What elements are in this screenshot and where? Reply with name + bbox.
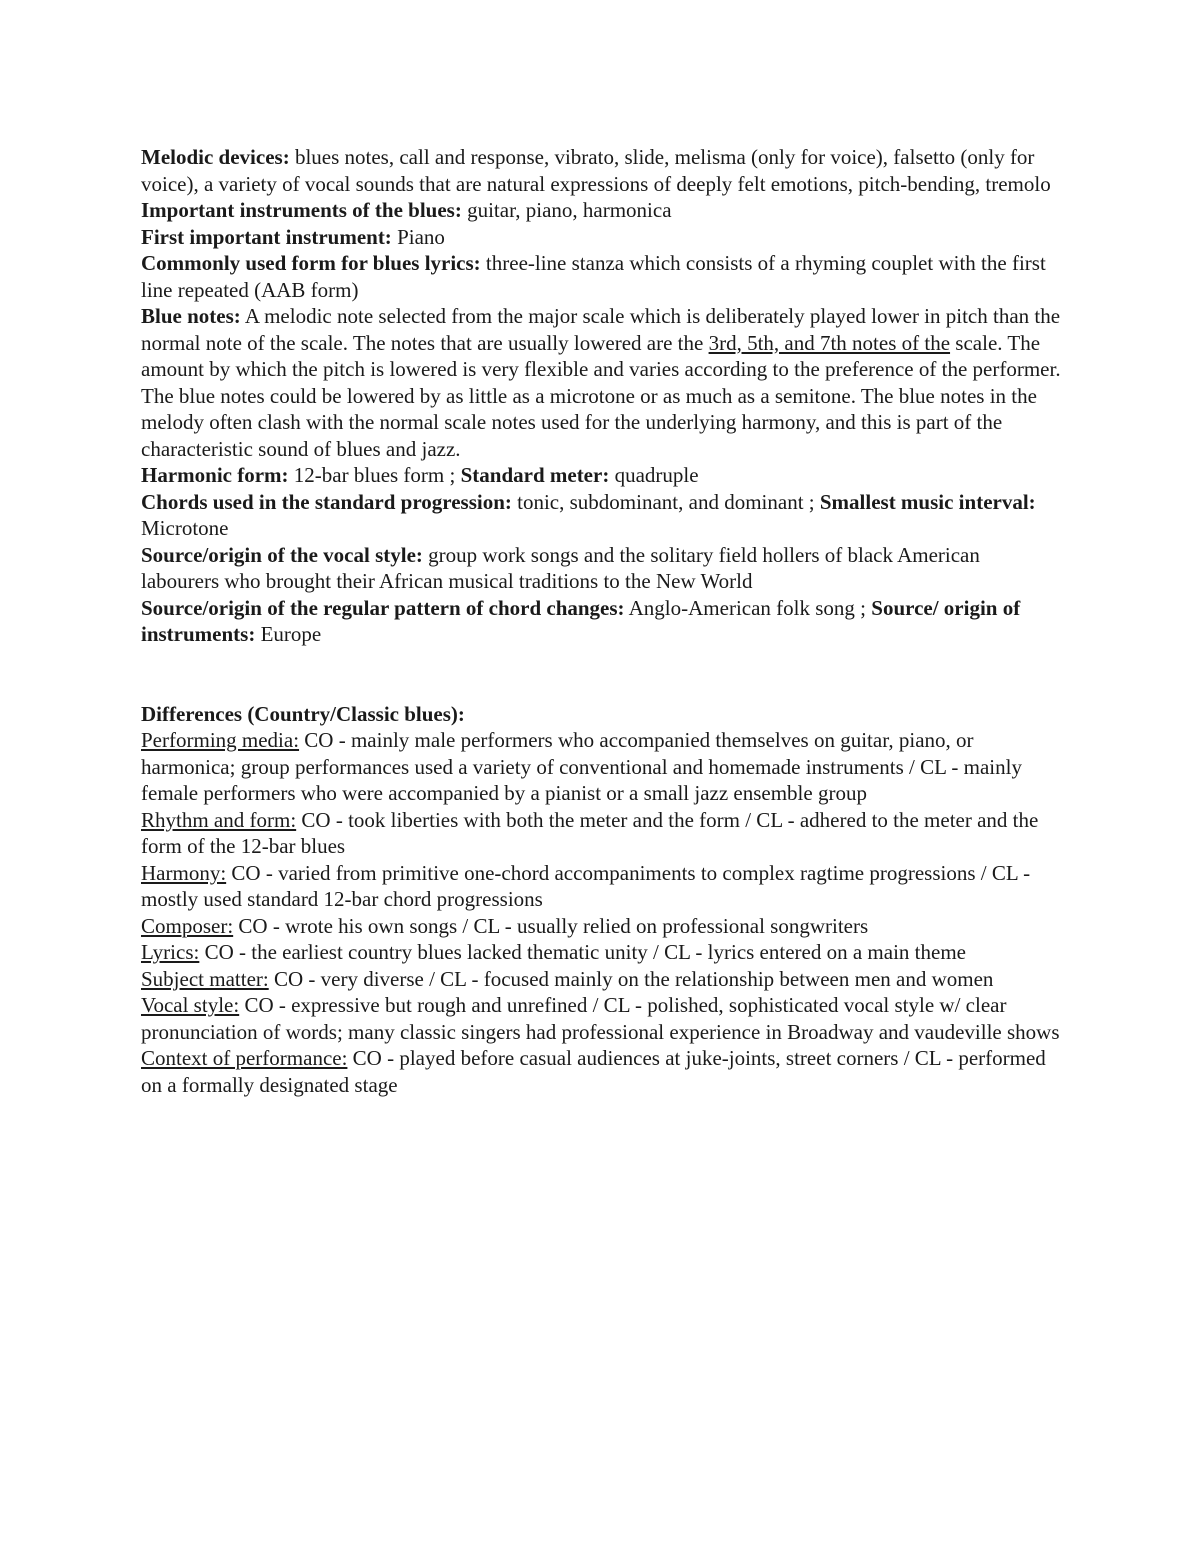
- difference-label: Harmony:: [141, 860, 227, 885]
- melodic-devices-entry: [141, 144, 1063, 197]
- entry-label: Source/origin of the vocal style:: [141, 542, 423, 567]
- lyrics-form-entry: [141, 250, 1063, 303]
- first-instrument-entry: [141, 224, 1063, 251]
- difference-label: Lyrics:: [141, 940, 200, 964]
- difference-item: [141, 727, 1063, 807]
- difference-label: Context of performance:: [141, 1046, 348, 1070]
- difference-text: CO - expressive but rough and unrefined / CL - polished, sophisticated vocal style w/ clear pronunciation of words; many classic singers had professional experience in Broadway and vaudeville shows: [141, 993, 1060, 1044]
- entry-text: Europe: [255, 622, 322, 646]
- instruments-entry: [141, 197, 1063, 224]
- entry-text: guitar, piano, harmonica: [461, 198, 672, 222]
- difference-item: [141, 807, 1063, 860]
- difference-label: Subject matter:: [141, 966, 269, 991]
- section-spacer: [141, 648, 1063, 701]
- difference-text: CO - the earliest country blues lacked thematic unity / CL - lyrics entered on a main theme: [199, 940, 966, 964]
- difference-label: Composer:: [141, 913, 234, 938]
- entry-label: Important instruments of the blues:: [141, 198, 462, 222]
- difference-item: [141, 992, 1063, 1045]
- entry-text: Piano: [391, 224, 445, 249]
- chords-entry: [141, 489, 1063, 542]
- entry-text: quadruple: [609, 463, 699, 487]
- difference-text: CO - very diverse / CL - focused mainly on the relationship between men and women: [268, 966, 994, 991]
- harmonic-form-entry: [141, 462, 1063, 489]
- differences-heading: [141, 701, 1063, 728]
- entry-label: Harmonic form:: [141, 463, 289, 487]
- difference-text: CO - took liberties with both the meter and the form / CL - adhered to the meter and the form of the 12-bar blues: [141, 807, 1039, 858]
- entry-text: tonic, subdominant, and dominant ;: [511, 489, 820, 514]
- difference-text: CO - played before casual audiences at juke-joints, street corners / CL - performed on a formally designated stage: [141, 1046, 1046, 1097]
- difference-label: Rhythm and form:: [141, 807, 297, 832]
- vocal-origin-entry: [141, 542, 1063, 595]
- entry-label: Melodic devices:: [141, 145, 290, 169]
- entry-text: Anglo-American folk song ;: [624, 595, 872, 620]
- entry-label: First important instrument:: [141, 224, 392, 249]
- difference-item: [141, 1045, 1063, 1098]
- entry-label: Source/ origin of instruments:: [141, 595, 1021, 646]
- difference-label: Performing media:: [141, 728, 300, 752]
- difference-item: [141, 939, 1063, 966]
- difference-item: [141, 966, 1063, 993]
- heading-text: Differences (Country/Classic blues):: [141, 701, 465, 726]
- entry-label: Blue notes:: [141, 304, 241, 328]
- entry-text: group work songs and the solitary field hollers of black American labourers who brought their African musical traditions to the New World: [141, 542, 980, 593]
- entry-text: 12-bar blues form ;: [288, 463, 461, 487]
- difference-item: [141, 913, 1063, 940]
- chord-origin-entry: [141, 595, 1063, 648]
- entry-label: Source/origin of the regular pattern of chord changes:: [141, 595, 625, 620]
- difference-text: CO - wrote his own songs / CL - usually relied on professional songwriters: [233, 913, 869, 938]
- blue-notes-entry: [141, 303, 1063, 462]
- difference-text: CO - varied from primitive one-chord accompaniments to complex ragtime progressions / CL - mostly used standard 12-bar chord progressions: [141, 860, 1031, 911]
- entry-label: Standard meter:: [460, 463, 610, 487]
- difference-text: CO - mainly male performers who accompanied themselves on guitar, piano, or harmonica; group performances used a variety of conventional and homemade instruments / CL - mainly female performers who were accompanied by a pianist or a small jazz ensemble group: [141, 728, 1022, 805]
- entry-text: Microtone: [141, 516, 229, 540]
- underlined-text: 3rd, 5th, and 7th notes of the: [708, 330, 951, 355]
- entry-label: Chords used in the standard progression:: [141, 489, 512, 514]
- entry-text: A melodic note selected from the major scale which is deliberately played lower in pitch than the normal note of the scale. The notes that are usually lowered are the: [141, 304, 1061, 355]
- difference-label: Vocal style:: [141, 993, 240, 1017]
- document-page: [141, 144, 1063, 1098]
- difference-item: [141, 860, 1063, 913]
- entry-text: scale. The amount by which the pitch is lowered is very flexible and varies according to the preference of the performer. The blue notes could be lowered by as little as a microtone or as much as a semitone. The blue notes in the melody often clash with the normal scale notes used for the underlying harmony, and this is part of the characteristic sound of blues and jazz.: [141, 330, 1061, 461]
- entry-label: Commonly used form for blues lyrics:: [141, 251, 481, 275]
- entry-text: blues notes, call and response, vibrato, slide, melisma (only for voice), falsetto (only for voice), a variety of vocal sounds that are natural expressions of deeply felt emotions, pitch-bending, tremolo: [141, 145, 1051, 196]
- entry-label: Smallest music interval:: [819, 489, 1036, 514]
- entry-text: three-line stanza which consists of a rhyming couplet with the first line repeated (AAB form): [141, 251, 1046, 302]
